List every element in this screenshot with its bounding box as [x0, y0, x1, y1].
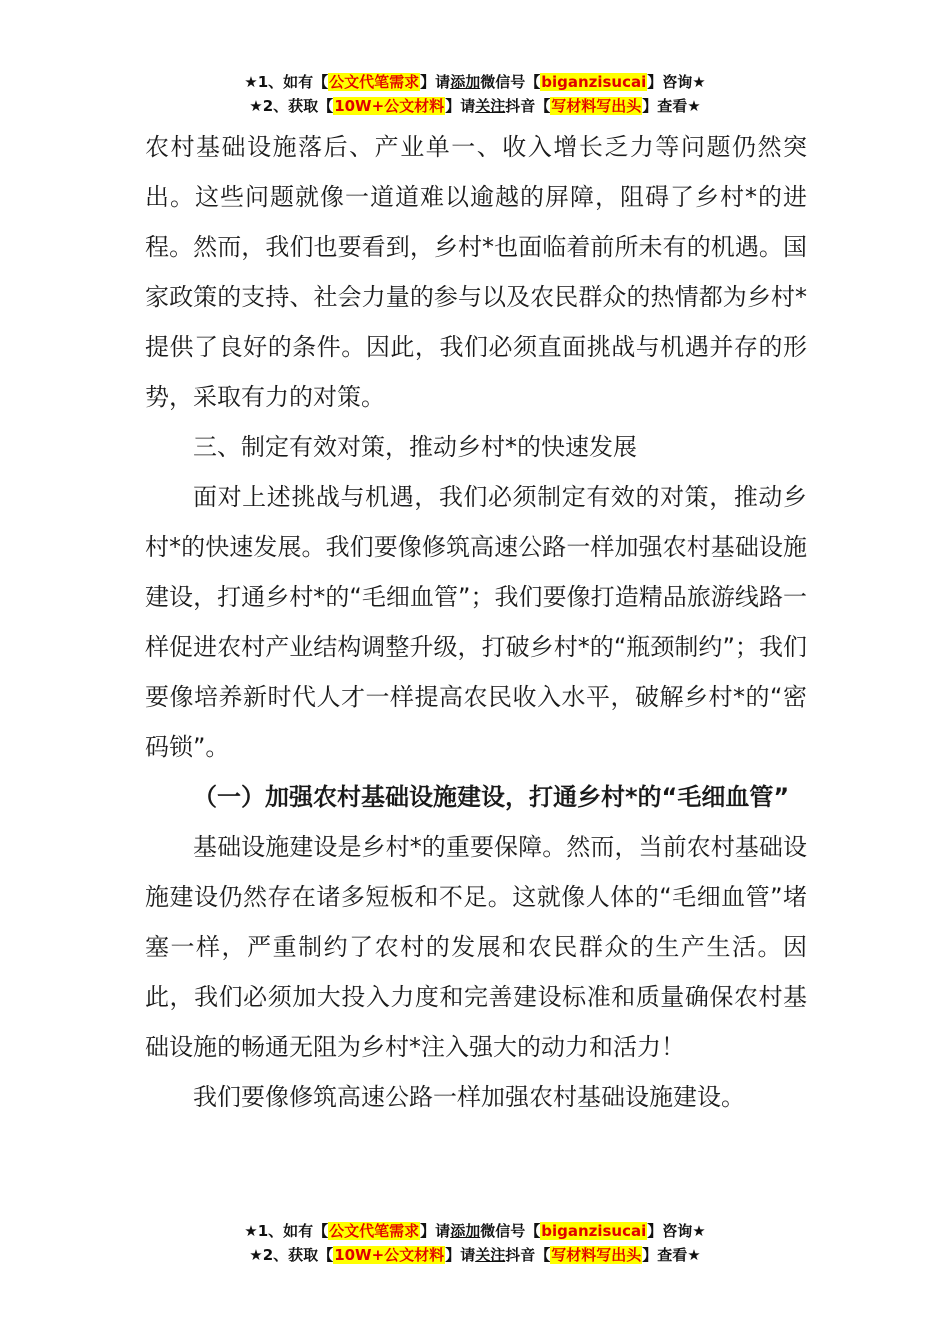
- promo-line-1: [0, 70, 950, 94]
- footer-promo-banner: [0, 1219, 950, 1267]
- promo-underline: 添加: [450, 1222, 481, 1240]
- promo-text: 】查看★: [642, 1246, 701, 1264]
- promo-line-1: [0, 1219, 950, 1243]
- promo-highlight: 10W+公文材料: [334, 1246, 445, 1264]
- promo-text: ★1、如有【: [244, 73, 329, 91]
- promo-line-2: [0, 1243, 950, 1267]
- promo-underline: 关注: [475, 1246, 506, 1264]
- promo-text: 微信号【: [480, 1222, 541, 1240]
- promo-line-2: [0, 94, 950, 118]
- promo-text: 抖音【: [505, 1246, 551, 1264]
- promo-underline: 关注: [475, 97, 506, 115]
- promo-text: ★2、获取【: [249, 97, 334, 115]
- promo-text: 】查看★: [642, 97, 701, 115]
- promo-text: 微信号【: [480, 73, 541, 91]
- paragraph-infrastructure: 基础设施建设是乡村*的重要保障。然而，当前农村基础设施建设仍然存在诸多短板和不足。这就像人体的“毛细血管”堵塞一样，严重制约了农村的发展和农民群众的生产生活。因此，我们必须加大投入力度和完善建设标准和质量确保农村基础设施的畅通无阻为乡村*注入强大的动力和活力！: [145, 833, 807, 1061]
- promo-text: 】请: [445, 97, 476, 115]
- promo-text: 抖音【: [505, 97, 551, 115]
- section-heading-3: 三、制定有效对策，推动乡村*的快速发展: [193, 433, 637, 461]
- document-body: [145, 122, 807, 1122]
- promo-text: 】咨询★: [647, 73, 706, 91]
- promo-highlight: 写材料写出头: [551, 1246, 642, 1264]
- promo-text: 】请: [420, 1222, 451, 1240]
- promo-text: 】请: [445, 1246, 476, 1264]
- promo-text: 】请: [420, 73, 451, 91]
- promo-text: 】咨询★: [647, 1222, 706, 1240]
- promo-highlight: 写材料写出头: [551, 97, 642, 115]
- promo-highlight: biganzisucai: [541, 1222, 647, 1240]
- promo-text: ★1、如有【: [244, 1222, 329, 1240]
- paragraph-infrastructure-2: 我们要像修筑高速公路一样加强农村基础设施建设。: [193, 1083, 745, 1111]
- paragraph-continuation: 农村基础设施落后、产业单一、收入增长乏力等问题仍然突出。这些问题就像一道道难以逾越的屏障，阻碍了乡村*的进程。然而，我们也要看到，乡村*也面临着前所未有的机遇。国家政策的支持、社会力量的参与以及农民群众的热情都为乡村*提供了良好的条件。因此，我们必须直面挑战与机遇并存的形势，采取有力的对策。: [145, 133, 807, 411]
- promo-text: ★2、获取【: [249, 1246, 334, 1264]
- subsection-heading-1: （一）加强农村基础设施建设，打通乡村*的“毛细血管”: [193, 783, 790, 811]
- promo-underline: 添加: [450, 73, 481, 91]
- promo-highlight: 10W+公文材料: [334, 97, 445, 115]
- header-promo-banner: [0, 70, 950, 118]
- promo-highlight: biganzisucai: [541, 73, 647, 91]
- paragraph-section-3-intro: 面对上述挑战与机遇，我们必须制定有效的对策，推动乡村*的快速发展。我们要像修筑高速公路一样加强农村基础设施建设，打通乡村*的“毛细血管”；我们要像打造精品旅游线路一样促进农村产业结构调整升级，打破乡村*的“瓶颈制约”；我们要像培养新时代人才一样提高农民收入水平，破解乡村*的“密码锁”。: [145, 483, 807, 761]
- promo-highlight: 公文代笔需求: [329, 73, 420, 91]
- promo-highlight: 公文代笔需求: [329, 1222, 420, 1240]
